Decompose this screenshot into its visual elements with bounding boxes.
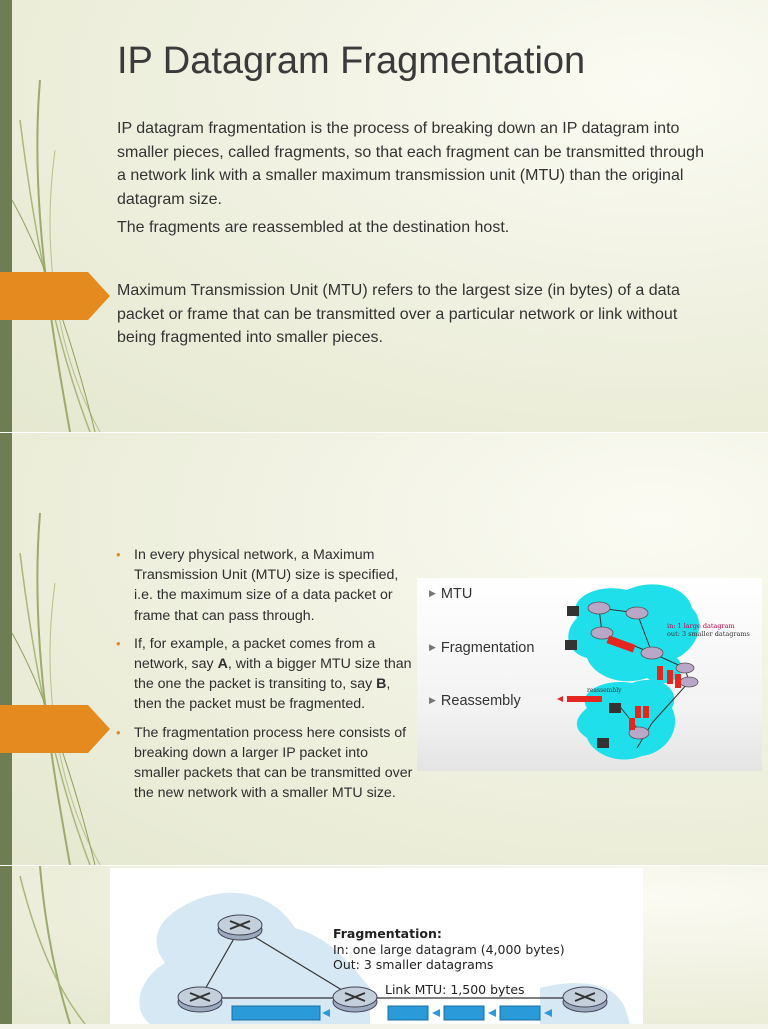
bullet-text: The fragmentation process here consists of breaking down a larger IP packet into smaller packets that can be transmitted over the new network with a smaller MTU size.: [134, 724, 413, 802]
slide-1: [0, 0, 768, 432]
svg-text:Link MTU: 1,500 bytes: Link MTU: 1,500 bytes: [385, 982, 525, 997]
bullet-list: [116, 545, 416, 811]
left-accent-bar: [0, 0, 12, 432]
bullet-bold-text: B: [376, 676, 387, 693]
bullet-bold-text: A: [217, 656, 228, 673]
decorative-stems: [0, 0, 120, 432]
svg-text:Out: 3 smaller datagrams: Out: 3 smaller datagrams: [333, 957, 494, 972]
figure-label-fragmentation: ▶ Fragmentation: [429, 640, 535, 656]
bullet-dot-icon: •: [116, 724, 121, 740]
figure-label-mtu: ▶ MTU: [429, 586, 473, 602]
network-diagram: [557, 578, 762, 771]
orange-arrow-marker: [0, 272, 110, 320]
page-title: IP Datagram Fragmentation: [117, 40, 586, 82]
bullet-text: If, for example, a packet comes from a network, say: [134, 635, 376, 673]
svg-text:Fragmentation:: Fragmentation:: [333, 926, 442, 941]
bullet-item: [116, 545, 416, 626]
paragraph-mtu: Maximum Transmission Unit (MTU) refers to the largest size (in bytes) of a data packet or frame that can be transmitted over a particular network or link without being fragmented into smaller pieces.: [117, 282, 680, 346]
left-accent-bar: [0, 433, 12, 865]
triangle-bullet-icon: ▶: [429, 642, 436, 652]
bullet-text: In every physical network, a Maximum Transmission Unit (MTU) size is specified, i.e. the maximum size of a data packet or frame that can pass through.: [134, 547, 399, 624]
triangle-bullet-icon: ▶: [429, 588, 436, 598]
bullet-text: , then the packet must be fragmented.: [134, 676, 391, 713]
bullet-item: [116, 634, 416, 715]
orange-arrow-marker: [0, 705, 110, 753]
decorative-stems: [0, 866, 120, 1024]
bullet-dot-icon: •: [116, 635, 121, 651]
bullet-item: [116, 723, 416, 804]
mtu-fragmentation-figure: [417, 578, 762, 771]
decorative-stems: [0, 433, 120, 865]
paragraph-reassembly: The fragments are reassembled at the destination host.: [117, 219, 510, 236]
svg-text:out: 3 smaller datagrams: out: 3 smaller datagrams: [667, 630, 750, 638]
triangle-bullet-icon: ▶: [429, 695, 436, 705]
svg-text:reassembly: reassembly: [587, 687, 622, 694]
bullet-text: , with a bigger MTU size than the one the packet is transiting to, say: [134, 656, 412, 693]
figure-label-reassembly: ▶ Reassembly: [429, 693, 521, 709]
svg-text:In: one large datagram (4,000: In: one large datagram (4,000 bytes): [333, 942, 565, 957]
left-accent-bar: [0, 866, 12, 1024]
paragraph-definition: IP datagram fragmentation is the process of breaking down an IP datagram into smaller pieces, called fragments, so that each fragment can be transmitted through a network link with a smaller maximum transmission unit (MTU) than the original datagram size.: [117, 120, 704, 208]
fragmentation-example-figure: [110, 868, 643, 1024]
bullet-dot-icon: •: [116, 547, 121, 562]
svg-text:in: 1 large datagram: in: 1 large datagram: [667, 622, 735, 630]
fragmentation-diagram: [110, 868, 643, 1024]
